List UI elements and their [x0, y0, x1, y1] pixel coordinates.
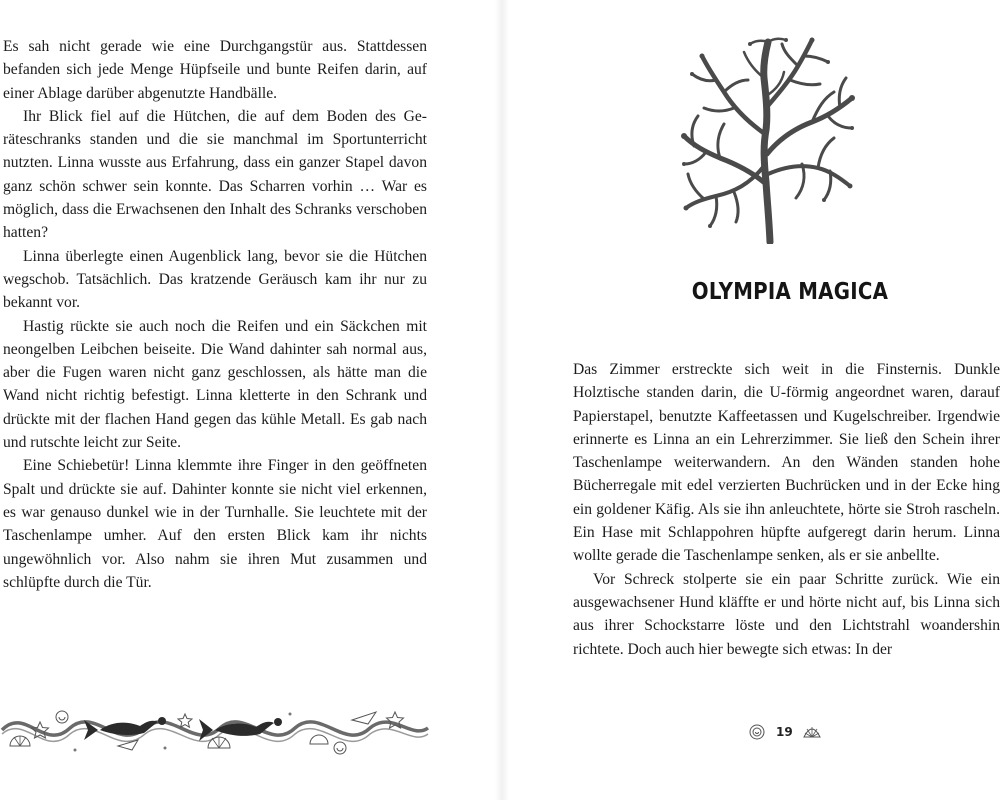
mermaid-seashell-border-illustration [0, 700, 430, 762]
right-page-text [573, 358, 1000, 661]
chapter-title: OLYMPIA MAGICA [691, 279, 889, 305]
paragraph: Linna überlegte einen Augenblick lang, bevor sie die Hütchen wegschob. Tatsächlich. Das kratzende Geräusch kam ihr nur zu bekannt vor. [3, 247, 427, 312]
paragraph: Eine Schiebetür! Linna klemmte ihre Finger in den geöffneten Spalt und drückte sie auf. Dahinter konnte sie nicht viel erkennen, es war genauso dunkel wie in der Turnhalle. Sie leuchtete mit der Taschenlampe umher. Auf den ersten Blick kam ihr nichts ungewöhnlich vor. Also nahm sie ihren Mut zusammen und schlüpfte durch die Tür. [3, 457, 427, 591]
page-footer [748, 722, 821, 742]
page-number: 19 [776, 725, 793, 739]
paragraph: Vor Schreck stolperte sie ein paar Schritte zurück. Wie ein ausgewachsener Hund kläffte er und hörte nicht auf, bis Linna sich aus ihrer Schockstarre löste und den Lichtstrahl woandershin richtete. Doch auch hier bewegte sich etwas: In der [573, 570, 1000, 658]
snail-shell-icon [748, 724, 766, 740]
paragraph: Es sah nicht gerade wie eine Durchgangstür aus. Stattdessen befanden sich jede Menge Hüpfseile und bunte Reifen darin, auf einer Ablage darüber abgenutzte Handbälle. [3, 38, 427, 102]
paragraph: Ihr Blick fiel auf die Hütchen, die auf dem Boden des Geräteschranks standen und die sie manchmal im Sportunterricht nutzten. Linna wusste aus Erfahrung, dass ein ganzer Stapel davon ganz schön schwer sein konnte. Das Scharren vorhin … War es möglich, dass die Erwachsenen den Inhalt des Schranks verschoben hatten? [3, 107, 427, 242]
right-page [500, 0, 1000, 800]
seaweed-illustration [678, 34, 858, 244]
left-page-text [3, 35, 427, 594]
scallop-shell-icon [803, 725, 821, 739]
paragraph: Hastig rückte sie auch noch die Reifen und ein Säckchen mit neongelben Leibchen beiseite. Die Wand dahinter sah normal aus, aber die Fugen waren nicht ganz geschlossen, als hätte man die Wand nicht richtig befestigt. Linna kletterte in den Schrank und drückte mit der flachen Hand gegen das kühle Metall. Es gab nach und rutschte leicht zur Seite. [3, 317, 427, 452]
paragraph: Das Zimmer erstreckte sich weit in die Finsternis. Dunkle Holztische standen darin, die U-förmig angeordnet waren, darauf Papierstapel, benutzte Kaffeetassen und Kugelschreiber. Irgendwie erinnerte es Linna an ein Lehrerzimmer. Sie ließ den Schein ihrer Taschenlampe weiterwandern. An den Wänden standen hohe Bücherregale mit edel verzierten Buchrücken und in der Ecke hing ein goldener Käfig. Als sie ihn anleuchtete, hörte sie Stroh rascheln. Ein Hase mit Schlappohren hüpfte aufgeregt darin herum. Linna wollte gerade die Taschenlampe senken, als er sie anbellte. [573, 361, 1000, 565]
